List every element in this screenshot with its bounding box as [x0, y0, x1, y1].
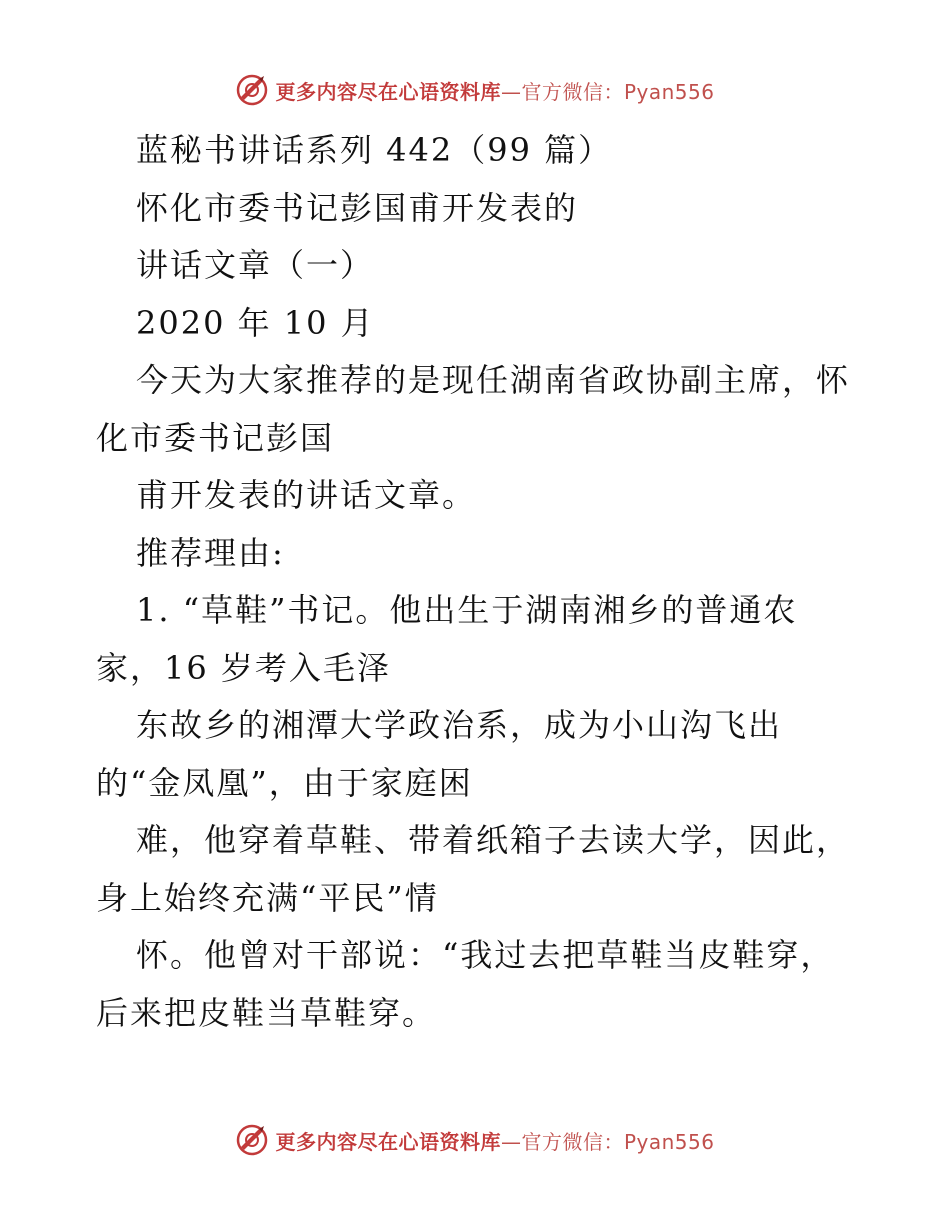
text-line: 推荐理由:	[136, 533, 285, 572]
brand-logo-icon	[235, 1123, 269, 1157]
text-line: 的“金凤凰”，由于家庭困	[96, 763, 473, 802]
header-watermark	[0, 70, 950, 110]
text-line: 甫开发表的讲话文章。	[136, 476, 477, 514]
text-line: 身上始终充满“平民”情	[96, 878, 439, 917]
text-line: 2020 年 10 月	[136, 303, 375, 342]
document-body	[96, 122, 866, 1042]
text-line: 蓝秘书讲话系列 442（99 篇）	[136, 131, 613, 169]
brand-logo-icon	[235, 73, 269, 107]
footer-watermark	[0, 1120, 950, 1160]
text-line: 后来把皮鞋当草鞋穿。	[96, 993, 437, 1032]
text-line: 家，16 岁考入毛泽	[96, 648, 391, 687]
text-line: 东故乡的湘潭大学政治系，成为小山沟飞出	[136, 706, 783, 744]
text-line: 怀。他曾对干部说：“我过去把草鞋当皮鞋穿，	[136, 936, 835, 974]
text-line: 难，他穿着草鞋、带着纸箱子去读大学，因此，	[136, 821, 851, 859]
text-line: 1. “草鞋”书记。他出生于湖南湘乡的普通农	[136, 591, 798, 629]
text-line: 化市委书记彭国	[96, 418, 335, 457]
watermark-text: 更多内容尽在心语资料库—官方微信：Pyan556	[275, 79, 715, 104]
text-line: 讲话文章（一）	[136, 246, 375, 284]
text-line: 怀化市委书记彭国甫开发表的	[136, 188, 579, 227]
watermark-text: 更多内容尽在心语资料库—官方微信：Pyan556	[275, 1129, 715, 1154]
text-line: 今天为大家推荐的是现任湖南省政协副主席，怀	[136, 361, 851, 399]
